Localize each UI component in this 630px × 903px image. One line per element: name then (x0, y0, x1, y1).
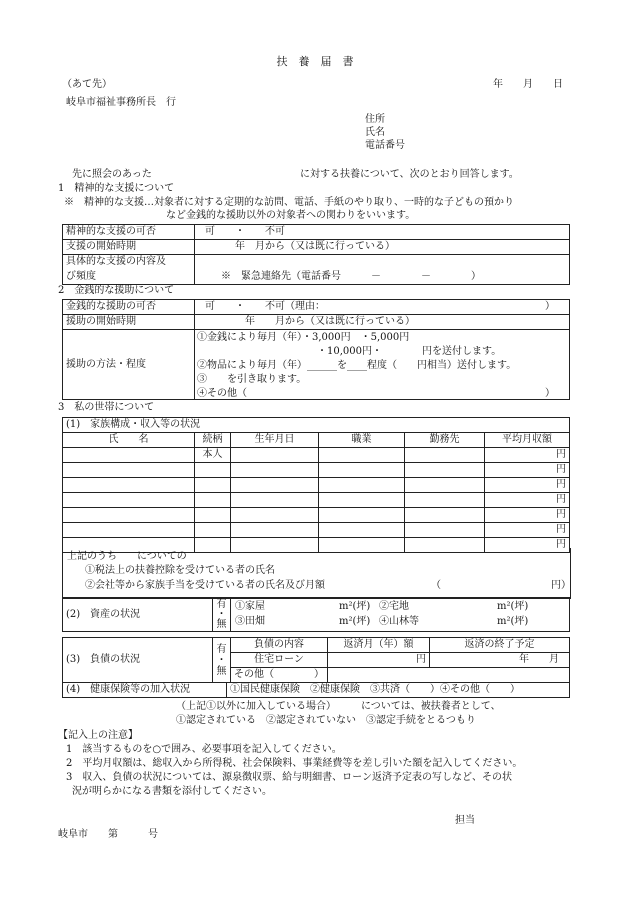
birthdate-cell[interactable] (231, 448, 319, 463)
birthdate-cell[interactable] (231, 478, 319, 493)
s2-row1-value[interactable]: 可 ・ 不可（理由： ） (195, 300, 570, 315)
debt-row1-amount[interactable]: 円 (328, 653, 430, 668)
section1-heading: 1 精神的な支援について (58, 183, 175, 194)
income-cell[interactable]: 円 (485, 523, 570, 538)
debt-table (62, 637, 570, 683)
s1-row3-label: 具体的な支援の内容及 び頻度 (63, 255, 195, 285)
section1-note-line2: など金銭的な援助以外の対象者への関わりをいいます。 (166, 210, 416, 221)
s1-row1-label: 精神的な支援の可否 (63, 225, 195, 240)
income-cell[interactable]: 円 (485, 463, 570, 478)
birthdate-cell[interactable] (231, 508, 319, 523)
phone-label: 電話番号 (365, 140, 405, 151)
s1-row2-label: 支援の開始時期 (63, 240, 195, 255)
relation-cell[interactable] (195, 508, 231, 523)
notes-heading: 【記入上の注意】 (58, 730, 138, 741)
debt-row1-end[interactable]: 年 月 (430, 653, 570, 668)
section3-heading: 3 私の世帯について (58, 402, 155, 413)
notes-item-2: 2 平均月収額は、総収入から所得税、社会保険料、事業経費等を差し引いた額を記入してください。 (66, 758, 523, 769)
s1-row3-value[interactable]: ※ 緊急連絡先（電話番号 － － ） (195, 255, 570, 285)
occupation-cell[interactable] (319, 448, 405, 463)
table-row (63, 448, 570, 463)
s2-row2-value[interactable]: 年 月から（又は既に行っている） (195, 315, 570, 330)
s2-row2-label: 援助の開始時期 (63, 315, 195, 330)
relation-cell[interactable] (195, 523, 231, 538)
footer-city: 岐阜市 第 号 (58, 829, 158, 840)
income-cell[interactable]: 円 (485, 478, 570, 493)
debt-header-content: 負債の内容 (231, 638, 328, 653)
insurance-label: (4) 健康保険等の加入状況 (63, 683, 227, 698)
occupation-cell[interactable] (319, 478, 405, 493)
occupation-cell[interactable] (319, 508, 405, 523)
insurance-table (62, 682, 570, 698)
birthdate-cell[interactable] (231, 463, 319, 478)
debt-row2-content[interactable]: その他（ ） (231, 668, 328, 683)
section1-note-line1: ※ 精神的な支援…対象者に対する定期的な訪問、電話、手紙のやり取り、一時的な子どもの預かり (64, 197, 514, 208)
intro-left: 先に照会のあった (72, 169, 152, 180)
date-field: 年 月 日 (493, 79, 563, 90)
table-row (63, 478, 570, 493)
debt-row2-blank1 (328, 668, 430, 683)
section2-table (62, 299, 570, 400)
s2-row3-label: 援助の方法・程度 (63, 330, 195, 400)
recipient-label: （あて先） (62, 79, 112, 90)
deduction-note-title: 上記のうち についての (67, 551, 187, 562)
footer-tanto: 担当 (455, 815, 475, 826)
relation-cell[interactable] (195, 463, 231, 478)
s1-row2-value[interactable]: 年 月から（又は既に行っている） (195, 240, 570, 255)
assets-umu[interactable]: 有 ・ 無 (213, 598, 231, 632)
deduction-note-2: ②会社等から家族手当を受けている者の氏名及び月額 (85, 580, 325, 591)
s1-row1-value[interactable]: 可 ・ 不可 (195, 225, 570, 240)
s2-row3-value[interactable]: ①金銭により毎月（年）・3,000円 ・5,000円 ・10,000円・ 円を送付します。 ②物品により毎月（年）______を____程度（ 円相当）送付します。 ③ を引き取ります。 ④その他（ ） (195, 330, 570, 400)
name-cell[interactable] (63, 448, 195, 463)
page-title: 扶 養 届 書 (276, 55, 354, 68)
debt-row2-blank2 (430, 668, 570, 683)
workplace-cell[interactable] (405, 448, 485, 463)
family-subheading: (1) 家族構成・収入等の状況 (63, 418, 570, 433)
deduction-note-box (62, 548, 571, 599)
debt-row1-content: 住宅ローン (231, 653, 328, 668)
workplace-cell[interactable] (405, 508, 485, 523)
col-birthdate: 生年月日 (231, 433, 319, 448)
notes-item-4: 況が明らかになる書類を添付してください。 (72, 786, 272, 797)
notes-item-3: 3 収入、負債の状況については、源泉徴収票、給与明細書、ローン返済予定表の写しなど、その状 (66, 772, 512, 783)
income-cell[interactable]: 円 (485, 493, 570, 508)
table-row (63, 463, 570, 478)
family-table (62, 417, 570, 553)
s2-row1-label: 金銭的な援助の可否 (63, 300, 195, 315)
debt-header-amount: 返済月（年）額 (328, 638, 430, 653)
section1-table (62, 224, 570, 285)
recipient: 岐阜市福祉事務所長 行 (66, 97, 176, 108)
workplace-cell[interactable] (405, 478, 485, 493)
col-relation: 続柄 (195, 433, 231, 448)
table-row (63, 493, 570, 508)
notes-item-1: 1 該当するものを○で囲み、必要事項を記入してください。 (66, 744, 342, 755)
name-cell[interactable] (63, 508, 195, 523)
table-row (63, 523, 570, 538)
relation-cell[interactable]: 本人 (195, 448, 231, 463)
name-cell[interactable] (63, 478, 195, 493)
name-cell[interactable] (63, 463, 195, 478)
name-cell[interactable] (63, 523, 195, 538)
debt-umu[interactable]: 有 ・ 無 (213, 638, 231, 683)
name-label: 氏名 (365, 127, 385, 138)
relation-cell[interactable] (195, 493, 231, 508)
name-cell[interactable] (63, 493, 195, 508)
assets-table (62, 597, 570, 632)
workplace-cell[interactable] (405, 493, 485, 508)
section2-heading: 2 金銭的な援助について (58, 285, 175, 296)
col-workplace: 勤務先 (405, 433, 485, 448)
address-label: 住所 (365, 114, 385, 125)
col-income: 平均月収額 (485, 433, 570, 448)
occupation-cell[interactable] (319, 463, 405, 478)
income-cell[interactable]: 円 (485, 538, 570, 553)
table-row (63, 508, 570, 523)
deduction-note-1: ①税法上の扶養控除を受けている者の氏名 (85, 565, 275, 576)
debt-label: (3) 負債の状況 (63, 638, 213, 683)
assets-label: (2) 資産の状況 (63, 598, 213, 632)
insurance-note-1: （上記①以外に加入している場合） については、被扶養者として、 (176, 701, 501, 712)
birthdate-cell[interactable] (231, 523, 319, 538)
income-cell[interactable]: 円 (485, 508, 570, 523)
relation-cell[interactable] (195, 478, 231, 493)
intro-right: に対する扶養について、次のとおり回答します。 (300, 169, 519, 180)
occupation-cell[interactable] (319, 523, 405, 538)
insurance-value[interactable]: ①国民健康保険 ②健康保険 ③共済（ ）④その他（ ） (227, 683, 570, 698)
occupation-cell[interactable] (319, 493, 405, 508)
birthdate-cell[interactable] (231, 493, 319, 508)
insurance-note-2[interactable]: ①認定されている ②認定されていない ③認定手続をとるつもり (176, 715, 476, 726)
deduction-note-2-amount[interactable]: （ 円） (431, 580, 571, 591)
assets-items[interactable]: ①家屋 m²(坪) ②宅地 m²(坪) ③田畑 m²(坪) ④山林等 m²(坪) (231, 598, 570, 632)
workplace-cell[interactable] (405, 523, 485, 538)
col-occupation: 職業 (319, 433, 405, 448)
workplace-cell[interactable] (405, 463, 485, 478)
col-name: 氏 名 (63, 433, 195, 448)
income-cell[interactable]: 円 (485, 448, 570, 463)
debt-header-end: 返済の終了予定 (430, 638, 570, 653)
